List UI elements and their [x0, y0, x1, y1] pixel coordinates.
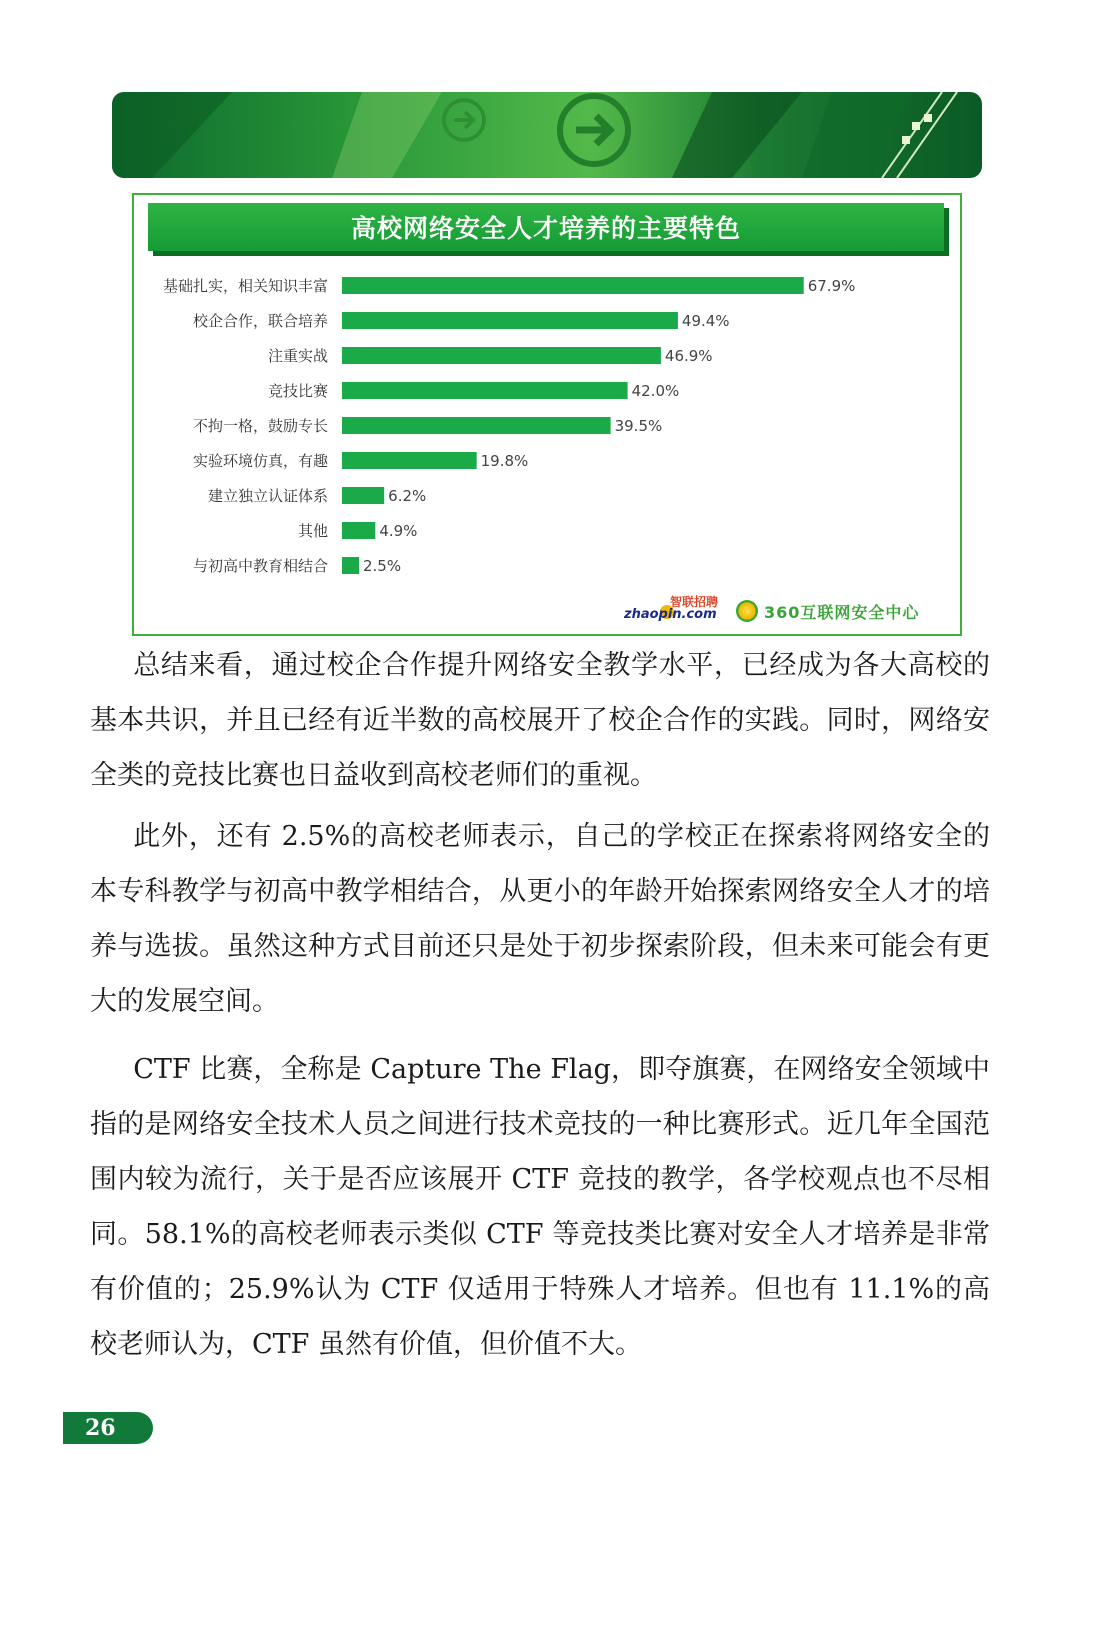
- zhaopin-logo: [624, 593, 744, 627]
- paragraph-3: [90, 1042, 990, 1372]
- value-label: 4.9%: [379, 522, 418, 540]
- arrow-small-icon: [444, 100, 484, 140]
- category-label: 建立独立认证体系: [207, 487, 328, 505]
- bar: [342, 312, 678, 329]
- paragraph-2-text: 此外，还有 2.5%的高校老师表示，自己的学校正在探索将网络安全的本专科教学与初高中教学相结合，从更小的年龄开始探索网络安全人才的培养与选拔。虽然这种方式目前还只是处于初步探索阶段，但未来可能会有更大的发展空间。: [90, 821, 990, 1017]
- category-label: 其他: [297, 522, 328, 540]
- category-label: 实验环境仿真，有趣: [192, 452, 328, 470]
- value-label: 46.9%: [664, 347, 713, 365]
- bar: [342, 452, 477, 469]
- value-label: 19.8%: [480, 452, 529, 470]
- bar: [342, 347, 661, 364]
- value-label: 42.0%: [631, 382, 680, 400]
- bar: [342, 522, 375, 539]
- value-label: 6.2%: [388, 487, 427, 505]
- zhaopin-logo-latin: zhaopin.com: [624, 607, 717, 622]
- logo-360: [736, 597, 956, 625]
- paragraph-1-text: 总结来看，通过校企合作提升网络安全教学水平，已经成为各大高校的基本共识，并且已经有近半数的高校展开了校企合作的实践。同时，网络安全类的竞技比赛也日益收到高校老师们的重视。: [90, 650, 990, 791]
- category-label: 与初高中教育相结合: [192, 557, 328, 575]
- bar: [342, 487, 384, 504]
- arrow-large-icon: [560, 96, 628, 164]
- bar: [342, 382, 628, 399]
- logo-360-icon: [736, 600, 758, 622]
- category-label: 竞技比赛: [267, 382, 328, 400]
- paragraph-3-text: CTF 比赛，全称是 Capture The Flag，即夺旗赛，在网络安全领域中指的是网络安全技术人员之间进行技术竞技的一种比赛形式。近几年全国范围内较为流行，关于是否应该展开 CTF 竞技的教学，各学校观点也不尽相同。58.1%的高校老师表示类似 CTF 等竞技类比赛对安全人才培养是非常有价值的；25.9%认为 CTF 仅适用于特殊人才培养。但也有 11.1%的高校老师认为，CTF 虽然有价值，但价值不大。: [90, 1054, 990, 1360]
- chart-frame: [132, 193, 962, 636]
- value-label: 39.5%: [614, 417, 663, 435]
- chart-title: 高校网络安全人才培养的主要特色: [350, 214, 741, 243]
- category-label: 校企合作，联合培养: [192, 312, 328, 330]
- banner-decoration: [112, 92, 982, 178]
- category-label: 不拘一格，鼓励专长: [192, 417, 328, 435]
- paragraph-2: [90, 809, 990, 1029]
- category-label: 注重实战: [267, 347, 328, 365]
- bar: [342, 277, 804, 294]
- category-label: 基础扎实，相关知识丰富: [162, 277, 328, 295]
- bar: [342, 557, 359, 574]
- chart-logos: [624, 591, 954, 627]
- header-banner: [112, 92, 982, 178]
- zhaopin-logo-cn: 智联招聘: [670, 595, 719, 609]
- page-number: 26: [85, 1415, 116, 1441]
- bar: [342, 417, 611, 434]
- bar-chart: [134, 265, 960, 595]
- value-label: 49.4%: [681, 312, 730, 330]
- logo-360-text: 360互联网安全中心: [764, 602, 920, 622]
- paragraph-1: [90, 638, 990, 803]
- page-number-tab: [63, 1412, 153, 1444]
- value-label: 2.5%: [363, 557, 402, 575]
- chart-title-bar: [148, 203, 944, 251]
- value-label: 67.9%: [807, 277, 856, 295]
